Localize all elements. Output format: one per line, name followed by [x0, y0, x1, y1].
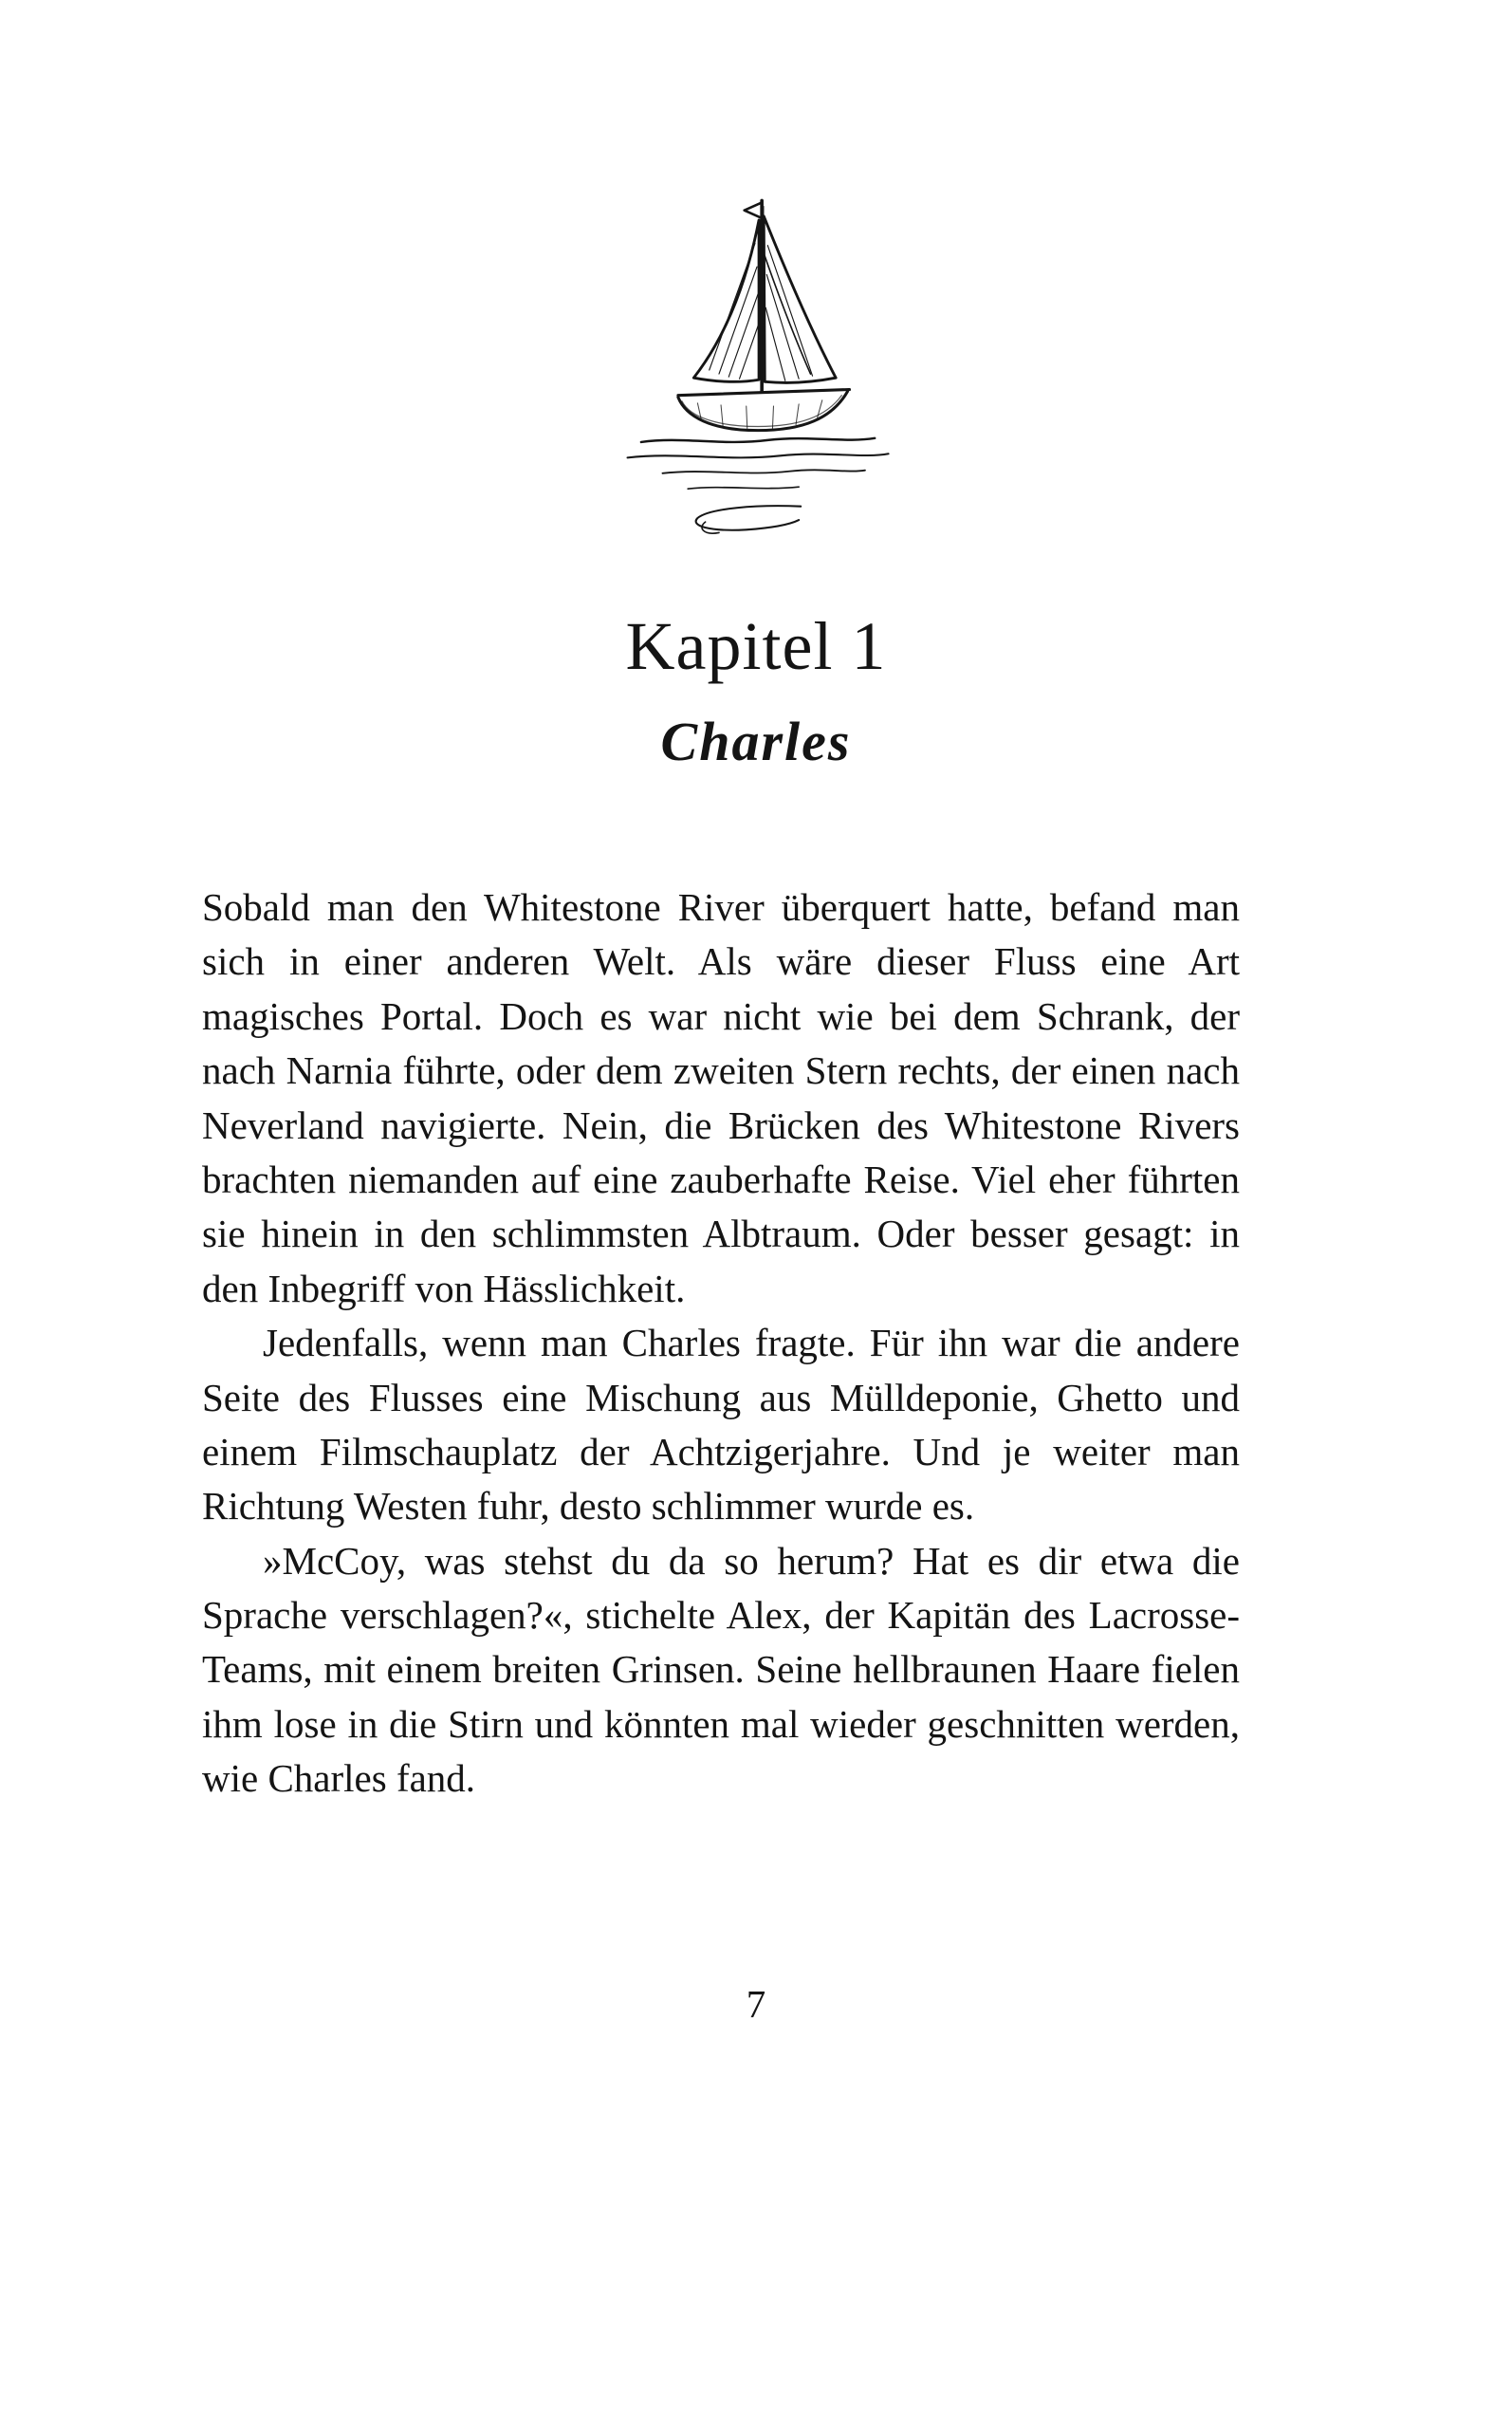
page-number: 7: [746, 1982, 766, 2026]
body-paragraph: Sobald man den Whitestone River überquert hatte, befand man sich in einer anderen Welt. Als wäre dieser Fluss eine Art magisches Portal. Doch es war nicht wie bei dem Schrank, der nach Narnia führte, oder dem zweiten Stern rechts, der einen nach Neverland navigierte. Nein, die Brücken des Whitestone Rivers brachten niemanden auf eine zauberhafte Reise. Viel eher führten sie hinein in den schlimmsten Albtraum. Oder besser gesagt: in den Inbegriff von Hässlichkeit.: [202, 885, 1240, 1310]
body-paragraph: Jedenfalls, wenn man Charles fragte. Für ihn war die andere Seite des Flusses eine Mischung aus Mülldeponie, Ghetto und einem Filmschauplatz der Achtzigerjahre. Und je weiter man Richtung Westen fuhr, desto schlimmer wurde es.: [202, 1321, 1240, 1529]
chapter-illustration: [0, 185, 1512, 555]
body-paragraph: »McCoy, was stehst du da so herum? Hat es dir etwa die Sprache verschlagen?«, stichelte Alex, der Kapitän des Lacrosse-Teams, mit einem breiten Grinsen. Seine hellbraunen Haare fielen ihm lose in die Stirn und könnten mal wieder geschnitten werden, wie Charles fand.: [202, 1538, 1240, 1801]
body-text: [202, 880, 1240, 1807]
chapter-heading: Kapitel 1: [625, 608, 887, 684]
chapter-subtitle: Charles: [660, 711, 852, 772]
sailboat-icon: [576, 185, 936, 555]
